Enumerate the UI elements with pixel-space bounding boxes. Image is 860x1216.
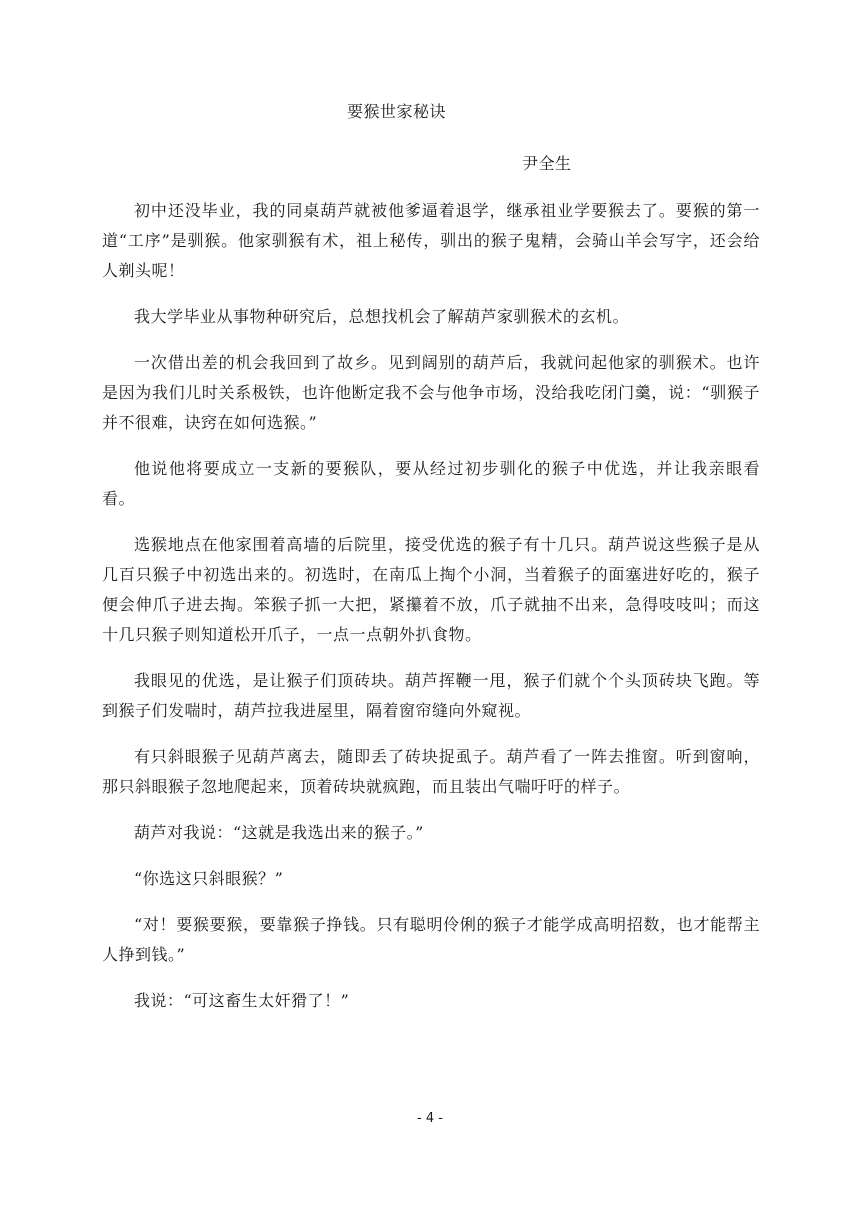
article-body	[102, 196, 760, 1032]
paragraph: “对！要猴要猴，要靠猴子挣钱。只有聪明伶俐的猴子才能学成高明招数，也才能帮主人挣到钱。”	[102, 915, 760, 964]
paragraph: 我大学毕业从事物种研究后，总想找机会了解葫芦家驯猴术的玄机。	[134, 307, 630, 326]
article-title: 要猴世家秘诀	[347, 102, 447, 121]
paragraph: 有只斜眼猴子见葫芦离去，随即丢了砖块捉虱子。葫芦看了一阵去推窗。听到窗响，那只斜眼猴子忽地爬起来，顶着砖块就疯跑，而且装出气喘吁吁的样子。	[102, 747, 760, 796]
paragraph: 选猴地点在他家围着高墙的后院里，接受优选的猴子有十几只。葫芦说这些猴子是从几百只猴子中初选出来的。初选时，在南瓜上掏个小洞，当着猴子的面塞进好吃的，猴子便会伸爪子进去掏。笨猴子抓一大把，紧攥着不放，爪子就抽不出来，急得吱吱叫；而这十几只猴子则知道松开爪子，一点一点朝外扒食物。	[102, 535, 760, 644]
paragraph: 初中还没毕业，我的同桌葫芦就被他爹逼着退学，继承祖业学要猴去了。要猴的第一道“工序”是驯猴。他家驯猴有术，祖上秘传，驯出的猴子鬼精，会骑山羊会写字，还会给人剃头呢！	[102, 201, 760, 280]
paragraph: 葫芦对我说：“这就是我选出来的猴子。”	[134, 823, 424, 842]
paragraph: 一次借出差的机会我回到了故乡。见到阔别的葫芦后，我就问起他家的驯猴术。也许是因为我们儿时关系极铁，也许他断定我不会与他争市场，没给我吃闭门羹，说：“驯猴子并不很难，诀窍在如何选猴。”	[102, 353, 760, 432]
paragraph: 我眼见的优选，是让猴子们顶砖块。葫芦挥鞭一甩，猴子们就个个头顶砖块飞跑。等到猴子们发喘时，葫芦拉我进屋里，隔着窗帘缝向外窥视。	[102, 671, 760, 720]
paragraph: “你选这只斜眼猴？”	[134, 869, 284, 888]
paragraph: 他说他将要成立一支新的要猴队，要从经过初步驯化的猴子中优选，并让我亲眼看看。	[102, 459, 760, 508]
page-number: - 4 -	[417, 1111, 443, 1126]
paragraph: 我说：“可这畜生太奸猾了！”	[134, 991, 350, 1010]
article-author: 尹全生	[522, 154, 572, 173]
